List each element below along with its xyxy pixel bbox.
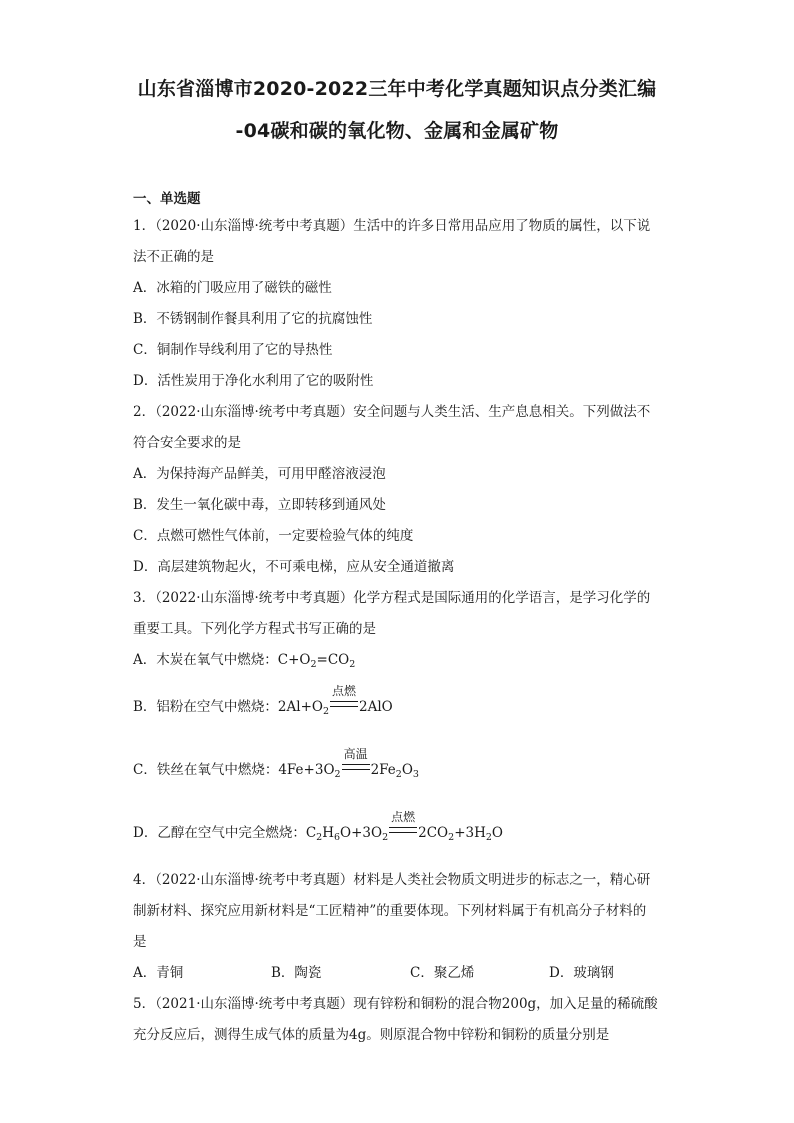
eq-c-condition-sign: [342, 747, 370, 778]
eq-d-right-1: 2CO: [418, 825, 449, 841]
eq-d-sub-2: 6: [334, 832, 341, 843]
section-heading: 一、单选题: [133, 191, 201, 207]
q3-option-c: [133, 747, 419, 780]
q5-stem-line-1: 5．（2021·山东淄博·统考中考真题）现有锌粉和铜粉的混合物200g，加入足量的稀硫酸: [133, 996, 658, 1012]
eq-d-right-2: +3H: [454, 825, 486, 841]
eq-d-left-2: H: [322, 825, 334, 841]
eq-c-sub-2: 2: [395, 769, 402, 780]
q3-option-c-equation: [278, 747, 419, 780]
eq-b-condition-sign: [330, 684, 358, 715]
eq-c-right-2: O: [401, 762, 413, 778]
q5-stem-line-2: 充分反应后，测得生成气体的质量为4g。则原混合物中锌粉和铜粉的质量分别是: [133, 1027, 610, 1043]
eq-b-right: 2AlO: [359, 699, 393, 715]
q3-option-b-equation: [277, 684, 393, 717]
eq-d-left-3: O+3O: [340, 825, 383, 841]
q3-stem-line-1: 3．（2022·山东淄博·统考中考真题）化学方程式是国际通用的化学语言，是学习化学的: [133, 590, 651, 606]
double-bar-sign: [330, 701, 358, 707]
q3-option-c-prefix: C．铁丝在氧气中燃烧：: [133, 762, 279, 778]
q4-option-c: C．聚乙烯: [410, 965, 475, 981]
double-bar-sign: [389, 827, 417, 833]
q3-option-d-prefix: D．乙醇在空气中完全燃烧：: [133, 825, 306, 841]
q2-option-d: D．高层建筑物起火，不可乘电梯，应从安全通道撤离: [133, 559, 455, 575]
document-title-line-2: -04碳和碳的氧化物、金属和金属矿物: [235, 120, 559, 142]
eq-d-right-3: O: [491, 825, 503, 841]
eq-d-left-1: C: [305, 825, 317, 841]
q3-option-d-equation: [305, 810, 503, 843]
q3-stem-line-2: 重要工具。下列化学方程式书写正确的是: [133, 621, 376, 637]
eq-b-condition: 点燃: [332, 684, 357, 698]
q4-stem-line-2: 制新材料、探究应用新材料是“工匠精神”的重要体现。下列材料属于有机高分子材料的: [133, 903, 647, 919]
q2-option-a: A．为保持海产品鲜美，可用甲醛溶液浸泡: [133, 466, 386, 482]
eq-d-sub-3: 2: [382, 832, 389, 843]
q2-stem-line-2: 符合安全要求的是: [133, 435, 241, 451]
eq-d-sub-4: 2: [448, 832, 455, 843]
eq-a-part-1: C+O: [277, 652, 311, 668]
q1-option-a: A．冰箱的门吸应用了磁铁的磁性: [133, 280, 332, 296]
q4-option-d: D．玻璃钢: [549, 965, 614, 981]
eq-a-sub-2: 2: [349, 659, 356, 670]
q1-option-c: C．铜制作导线利用了它的导热性: [133, 342, 333, 358]
q1-stem-line-2: 法不正确的是: [133, 249, 214, 265]
double-bar-sign: [342, 764, 370, 770]
eq-d-condition: 点燃: [391, 810, 416, 824]
q3-option-d: [133, 810, 503, 843]
q1-option-d: D．活性炭用于净化水利用了它的吸附性: [133, 373, 374, 389]
q4-stem-line-1: 4．（2022·山东淄博·统考中考真题）材料是人类社会物质文明进步的标志之一，精心研: [133, 872, 651, 888]
eq-a-sub-1: 2: [310, 659, 317, 670]
document-title-line-1: 山东省淄博市2020-2022三年中考化学真题知识点分类汇编: [137, 78, 657, 100]
q4-option-b: B．陶瓷: [271, 965, 322, 981]
q1-option-b: B．不锈钢制作餐具利用了它的抗腐蚀性: [133, 311, 373, 327]
eq-a-part-2: =CO: [316, 652, 350, 668]
eq-d-condition-sign: [389, 810, 417, 841]
q3-option-b: [133, 684, 393, 717]
eq-c-left: 4Fe+3O: [278, 762, 335, 778]
q2-stem-line-1: 2．（2022·山东淄博·统考中考真题）安全问题与人类生活、生产息息相关。下列做法不: [133, 404, 651, 420]
eq-c-sub-1: 2: [334, 769, 341, 780]
q3-option-a: [133, 648, 355, 668]
eq-b-sub: 2: [322, 706, 330, 717]
eq-c-sub-3: 3: [412, 769, 419, 780]
q2-option-b: B．发生一氧化碳中毒，立即转移到通风处: [133, 497, 386, 513]
q2-option-c: C．点燃可燃性气体前，一定要检验气体的纯度: [133, 528, 414, 544]
q3-option-a-prefix: A．木炭在氧气中燃烧：: [133, 652, 278, 668]
eq-b-left: 2Al+O: [277, 699, 323, 715]
q4-option-a: A．青铜: [133, 965, 184, 981]
q1-stem-line-1: 1．（2020·山东淄博·统考中考真题）生活中的许多日常用品应用了物质的属性，以下说: [133, 218, 651, 234]
q3-option-b-prefix: B．铝粉在空气中燃烧：: [133, 699, 278, 715]
eq-d-sub-1: 2: [316, 832, 323, 843]
q4-stem-line-3: 是: [133, 934, 147, 950]
eq-c-right-1: 2Fe: [370, 762, 396, 778]
q3-option-a-equation: [278, 652, 356, 668]
eq-c-condition: 高温: [343, 747, 368, 761]
eq-d-sub-5: 2: [485, 832, 492, 843]
